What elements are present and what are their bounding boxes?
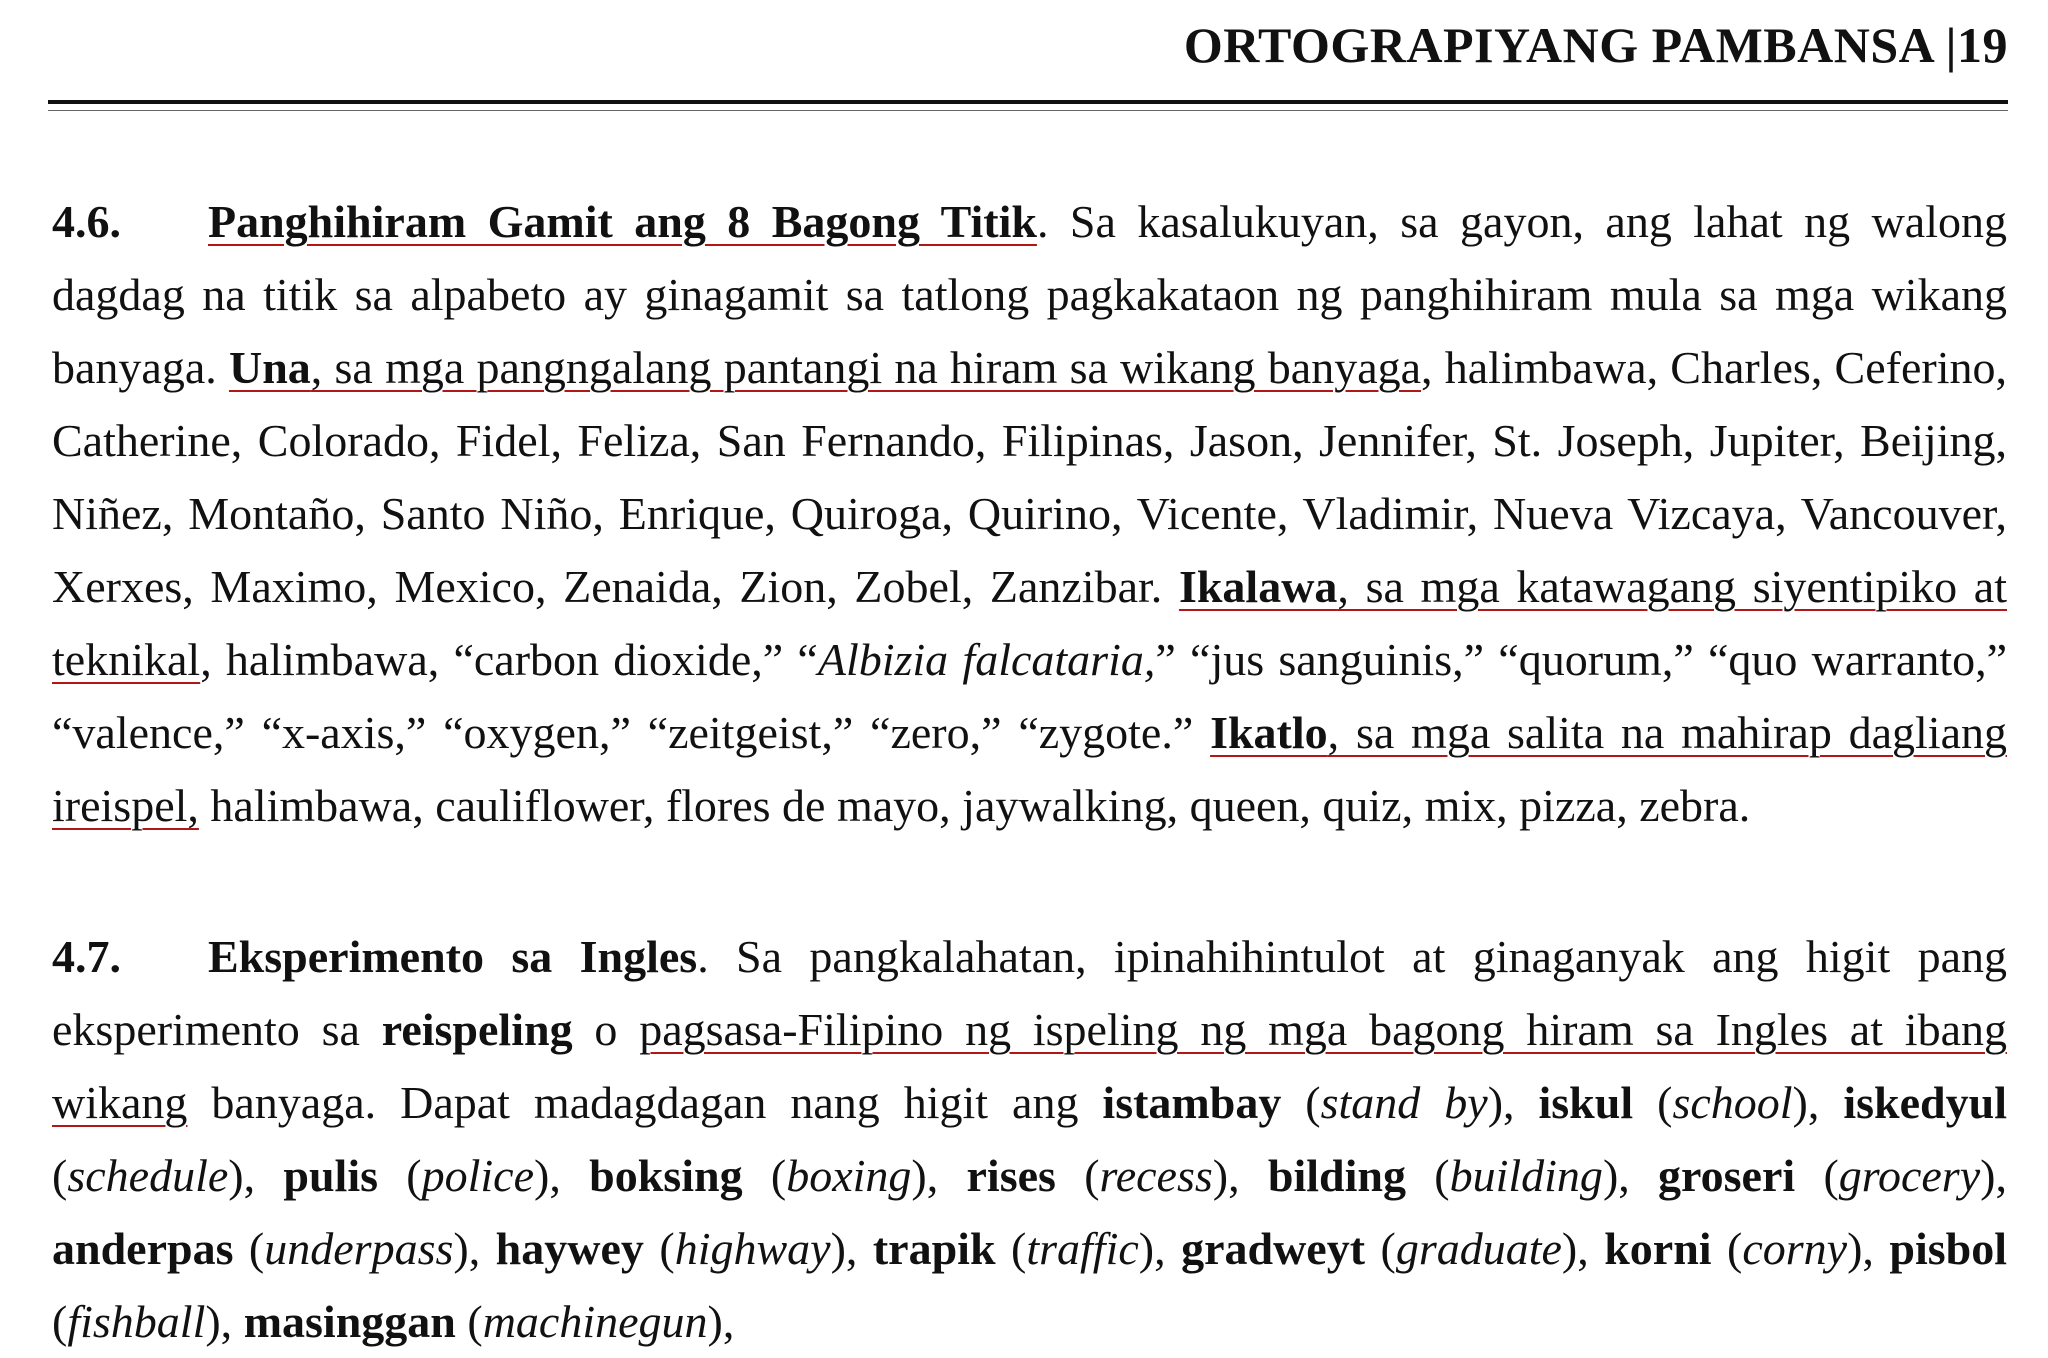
- example-item: bilding (building),: [1267, 1150, 1659, 1201]
- section-title: Eksperimento sa Ingles: [208, 931, 698, 982]
- example-item: istambay (stand by),: [1102, 1077, 1539, 1128]
- example-gloss: underpass: [264, 1223, 454, 1274]
- first-examples: , halimbawa, Charles, Ceferino, Catherine, Colorado, Fidel, Feliza, San Fernando, Filipinas, Jason, Jennifer, St. Joseph, Jupiter, Beijing, Niñez, Montaño, Santo Niño, Enrique, Quiroga, Quirino, Vicente, Vladimir, Nueva Vizcaya, Vancouver, Xerxes, Maximo, Mexico, Zenaida, Zion, Zobel, Zanzibar.: [52, 342, 2007, 612]
- example-item: iskul (school),: [1538, 1077, 1844, 1128]
- third-rule: , sa mga salita na mahirap dagliang ireispel,: [52, 707, 2007, 831]
- third-lead: Ikatlo: [1210, 707, 1328, 758]
- example-gloss: traffic: [1026, 1223, 1139, 1274]
- example-word: gradweyt: [1181, 1223, 1366, 1274]
- section-intro: . Sa pangkalahatan, ipinahihintulot at ginaganyak ang higit pang eksperimento sa: [52, 931, 2007, 1055]
- first-lead: Una: [228, 342, 311, 393]
- example-item: gradweyt (graduate),: [1181, 1223, 1605, 1274]
- example-word: bilding: [1267, 1150, 1406, 1201]
- example-gloss: building: [1449, 1150, 1603, 1201]
- example-gloss: boxing: [786, 1150, 912, 1201]
- example-gloss: schedule: [67, 1150, 229, 1201]
- header-rule: [48, 100, 2008, 104]
- example-gloss: machinegun: [482, 1296, 708, 1347]
- example-item: pisbol (fishball),: [52, 1223, 2008, 1347]
- example-word: korni: [1604, 1223, 1712, 1274]
- example-item: anderpas (underpass),: [52, 1223, 496, 1274]
- section-number: 4.6.: [52, 196, 121, 247]
- example-gloss: highway: [674, 1223, 831, 1274]
- second-lead: Ikalawa: [1178, 561, 1338, 612]
- page-number: 19: [1957, 17, 2008, 73]
- rule-text: pagsasa-Filipino ng ispeling ng mga bagong hiram sa Ingles at ibang wikang: [52, 1004, 2007, 1128]
- example-item: boksing (boxing),: [589, 1150, 967, 1201]
- example-word: haywey: [495, 1223, 644, 1274]
- example-word: iskul: [1538, 1077, 1634, 1128]
- example-item: trapik (traffic),: [872, 1223, 1182, 1274]
- header-separator: |: [1945, 17, 1957, 73]
- conjunction: o: [572, 1004, 640, 1055]
- running-header: [1183, 17, 2008, 73]
- example-gloss: school: [1672, 1077, 1793, 1128]
- example-gloss: recess: [1099, 1150, 1213, 1201]
- second-examples-a: , halimbawa, “carbon dioxide,” “: [200, 634, 818, 685]
- example-item: haywey (highway),: [495, 1223, 873, 1274]
- example-word: boksing: [589, 1150, 743, 1201]
- example-item: masinggan (machinegun),: [243, 1296, 735, 1347]
- example-gloss: corny: [1742, 1223, 1848, 1274]
- example-word: trapik: [872, 1223, 996, 1274]
- third-examples: halimbawa, cauliflower, flores de mayo, jaywalking, queen, quiz, mix, pizza, zebra.: [198, 780, 1751, 831]
- example-word: pulis: [283, 1150, 379, 1201]
- example-word: rises: [966, 1150, 1056, 1201]
- section-intro: . Sa kasalukuyan, sa gayon, ang lahat ng walong dagdag na titik sa alpabeto ay ginagamit sa tatlong pagkakataon ng panghihiram mula sa mga wikang banyaga.: [52, 196, 2007, 393]
- second-rule: , sa mga katawagang siyentipiko at teknikal: [52, 561, 2007, 685]
- example-word: masinggan: [243, 1296, 456, 1347]
- header-rule-thin: [48, 110, 2008, 111]
- second-italic-term: Albizia falcataria,: [817, 634, 1156, 685]
- example-word: groseri: [1658, 1150, 1796, 1201]
- example-gloss: stand by: [1320, 1077, 1488, 1128]
- example-gloss: police: [421, 1150, 535, 1201]
- example-gloss: graduate: [1395, 1223, 1562, 1274]
- example-item: iskedyul (schedule),: [52, 1077, 2007, 1201]
- first-rule: , sa mga pangngalang pantangi na hiram sa wikang banyaga: [310, 342, 1422, 393]
- example-item: korni (corny),: [1604, 1223, 1890, 1274]
- example-word: pisbol: [1889, 1223, 2008, 1274]
- header-title: ORTOGRAPIYANG PAMBANSA: [1183, 17, 1933, 73]
- first-rule-group: [229, 342, 1421, 393]
- example-gloss: fishball: [67, 1296, 206, 1347]
- example-word: iskedyul: [1843, 1077, 2007, 1128]
- example-item: pulis (police),: [283, 1150, 590, 1201]
- second-examples-b: ” “jus sanguinis,” “quorum,” “quo warranto,” “valence,” “x-axis,” “oxygen,” “zeitgeist,” “zero,” “zygote.”: [52, 634, 2008, 758]
- example-item: groseri (grocery),: [1658, 1150, 2007, 1201]
- section-title: Panghihiram Gamit ang 8 Bagong Titik: [208, 196, 1037, 247]
- example-gloss: grocery: [1838, 1150, 1981, 1201]
- example-word: istambay: [1102, 1077, 1282, 1128]
- after-rule: banyaga. Dapat madagdagan nang higit ang: [187, 1077, 1103, 1128]
- section-4-6: [52, 185, 2007, 842]
- section-number: 4.7.: [52, 931, 121, 982]
- section-4-7: [52, 920, 2007, 1358]
- example-word: anderpas: [52, 1223, 234, 1274]
- example-item: rises (recess),: [966, 1150, 1268, 1201]
- key-term: reispeling: [381, 1004, 573, 1055]
